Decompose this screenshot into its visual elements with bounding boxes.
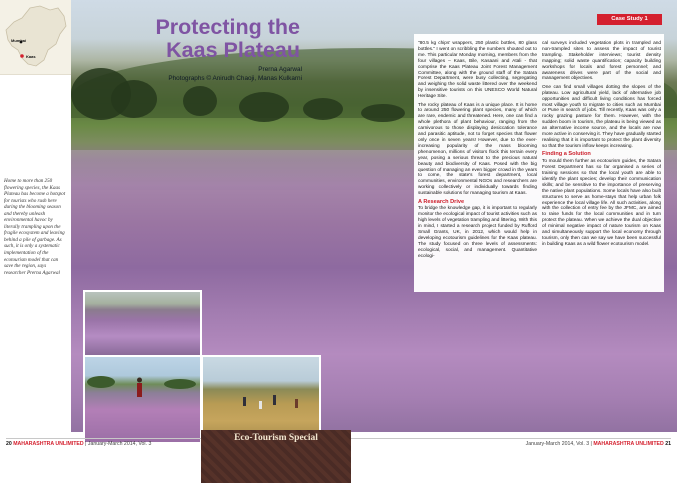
page-number-right: 21 <box>665 441 671 447</box>
photo-credit: Photographs © Anirudh Chaoji, Manas Kulkarni <box>168 74 302 82</box>
map-label-kaas: Kaas <box>26 54 36 59</box>
maharashtra-map <box>0 0 71 75</box>
page-title: Protecting the Kaas Plateau <box>155 15 300 62</box>
byline <box>95 66 302 83</box>
subheading-finding-solution: Finding a Solution <box>542 151 591 158</box>
author-name: Prerna Agarwal <box>258 66 302 73</box>
inset-photo-visitor <box>83 355 202 444</box>
inset-photo-flowers <box>83 290 202 357</box>
page-number-left: 20 <box>6 441 12 447</box>
article-column-2: cal surveys included vegetation plots in trampled and non-trampled sites to assess the impact of tourist trampling. Stakeholder interviews; tourist density mapping; solid waste quantification; capacity building workshops for locals and forest personnel; and awareness drives were part of the social and management objectives. One can find small villages dotting the slopes of the plateau. Low agricultural yield, lack of alternative job opportunities and difficult living conditions has forced most village youth to migrate to cities such as Mumbai or Pune in search of jobs. Till recently, Kaas was only a rocky grazing pasture for them. However, with the sudden boom in tourism, the plateau is being viewed as an alternative income source, and the locals are now more active in conserving it. They have gradually started realising that it is important to protect the plant diversity so that the tourism inflow keeps increasing. Finding a Solution To mould them further as ecotourism guides, the Satara Forest Department has so far organised a series of training sessions so that the local youth are able to identify the plant species; develop their communication skills; and be sensitive to the importance of preserving the native plant populations. Some locals have also built structures to serve as home-stays that help urban folk experience the local village life. All such activities, along with the collection of entry fee by the JFMC, are aimed to raise funds for the local communities and in turn protect the plateau. When we achieve the dual objective of minimal negative impact of nature tourism on Kaas and simultaneously support the local economy through tourism, only then can we say we have been successful in building Kaas as a wild flower ecotourism model. <box>542 41 661 247</box>
brand-right: MAHARASHTRA UNLIMITED <box>593 441 664 447</box>
brand-left: MAHARASHTRA UNLIMITED <box>13 441 84 447</box>
eco-tourism-banner-text: Eco-Tourism Special <box>234 433 318 443</box>
subheading-research-drive: A Research Drive <box>418 198 465 205</box>
issue-left: | January-March 2014, Vol. 3 <box>85 441 152 447</box>
footer-left <box>6 441 151 447</box>
article-column-1: "80.5 kg chips' wrappers, 250 plastic bottles, 80 glass bottles." I went on scribbling the numbers shouted out to me. This particular Monday morning, members from the four villages – Kaas, Bile, Kasaani and Atali - that comprise the Kaas Plateau Joint Forest Management Committee, along with the ground staff of the Satara Forest Department, were busy collecting, segregating and weighing the solid waste littered over the weekend by insensitive tourists on this UNESCO World Natural Heritage Site. The rocky plateau of Kaas is a unique place. It is home to around 250 flowering plant species, many of which are rare, endemic and threatened. Here, one can find a whole plethora of plant behaviour, ranging from the carnivorous to those displaying desiccation tolerance and parasitic aptitude, not to forget species that flower only once in seven years! However, due to the ever-increasing popularity of the mass blooming phenomenon, millions of visitors flock this terrain every year, posing a serious threat to the precious natural beauty and biodiversity of Kaas. Posed with the big question of managing an even bigger crowd in the years to come, the state's forest department, local communities, environmental NGOs and researchers are working collectively or individually towards finding sustainable solutions for managing tourism at Kaas. A Research Drive To bridge the knowledge gap, it is important to regularly monitor the ecological impact of tourist activities such as high levels of vegetation trampling and littering. With this in mind, I started a research project funded by Rufford Small Grants, UK, in 2012, which would help in developing ecotourism guidelines for the Kaas plateau. The study focused on three levels of assessments: ecological, social, and management. Quantitative ecologi- <box>418 41 537 259</box>
sidebar-blurb: Home to more than 250 flowering species, the Kaas Plateau has become a hotspot for tourists who rush here during the blooming season and thereby unleash environmental havoc by literally trampling upon the fragile ecosystem and leaving behind a pile of garbage. As such, it is only a systematic implementation of the ecotourism model that can save the region, says researcher Prerna Agarwal <box>4 178 66 276</box>
left-column <box>0 0 71 432</box>
eco-tourism-banner <box>201 430 351 483</box>
map-shape-icon <box>0 0 71 74</box>
kaas-marker-icon <box>20 54 24 58</box>
case-study-badge: Case Study 1 <box>597 14 662 25</box>
map-label-mumbai: Mumbai <box>11 38 27 43</box>
footer-right <box>526 441 671 447</box>
issue-right: January-March 2014, Vol. 3 | <box>525 441 592 447</box>
